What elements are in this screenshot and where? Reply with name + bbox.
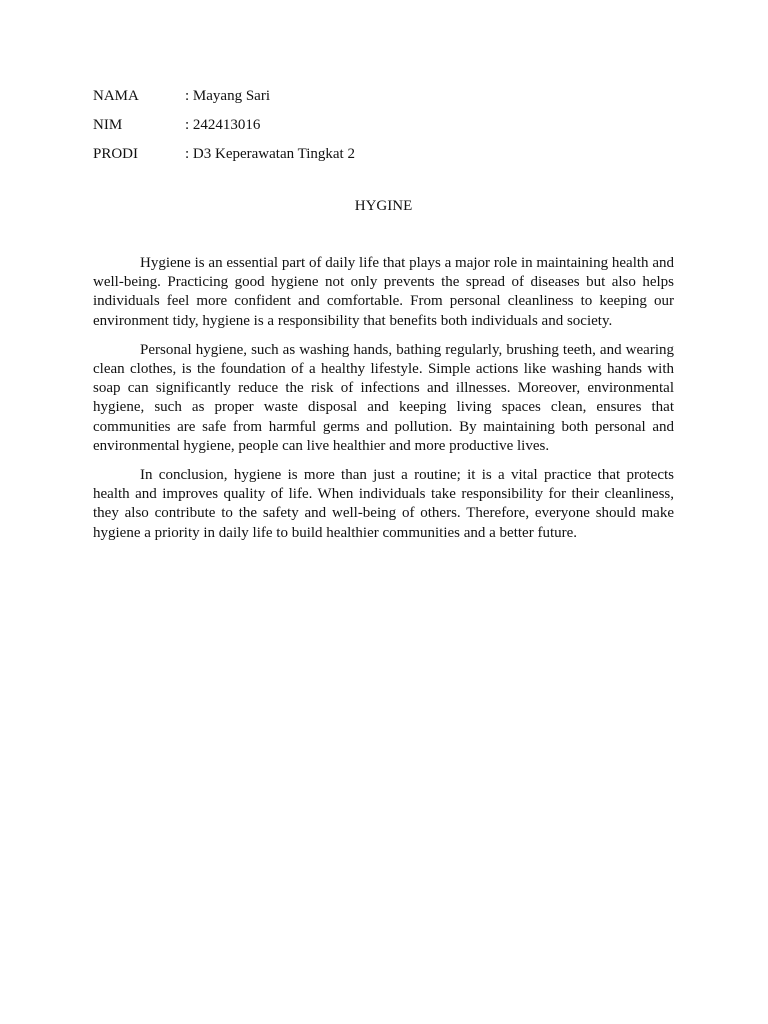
document-body	[93, 254, 674, 543]
info-value: : D3 Keperawatan Tingkat 2	[185, 146, 355, 162]
info-label: PRODI	[93, 146, 139, 162]
student-info	[93, 86, 674, 164]
info-row-prodi	[93, 144, 674, 164]
document-title: HYGINE	[354, 198, 413, 214]
info-label: NAMA	[93, 88, 139, 104]
paragraph-body: Personal hygiene, such as washing hands, bathing regularly, brushing teeth, and wearing clean clothes, is the foundation of a healthy lifestyle. Simple actions like washing hands with soap can significantly reduce the risk of infections and illnesses. Moreover, environmental hygiene, such as proper waste disposal and keeping living spaces clean, ensures that communities are safe from harmful germs and pollution. By maintaining both personal and environmental hygiene, people can live healthier and more productive lives.	[93, 341, 674, 454]
info-value: : Mayang Sari	[185, 88, 270, 104]
info-row-nama	[93, 86, 674, 106]
info-value: : 242413016	[185, 117, 261, 133]
paragraph-conclusion: In conclusion, hygiene is more than just a routine; it is a vital practice that protects health and improves quality of life. When individuals take responsibility for their cleanliness, they also contribute to the safety and well-being of others. Therefore, everyone should make hygiene a priority in daily life to build healthier communities and a better future.	[93, 467, 674, 541]
document-page	[93, 86, 674, 553]
info-label: NIM	[93, 117, 123, 133]
paragraph-intro: Hygiene is an essential part of daily life that plays a major role in maintaining health and well-being. Practicing good hygiene not only prevents the spread of diseases but also helps individuals feel more confident and comfortable. From personal cleanliness to keeping our environment tidy, hygiene is a responsibility that benefits both individuals and society.	[93, 255, 674, 329]
info-row-nim	[93, 115, 674, 135]
